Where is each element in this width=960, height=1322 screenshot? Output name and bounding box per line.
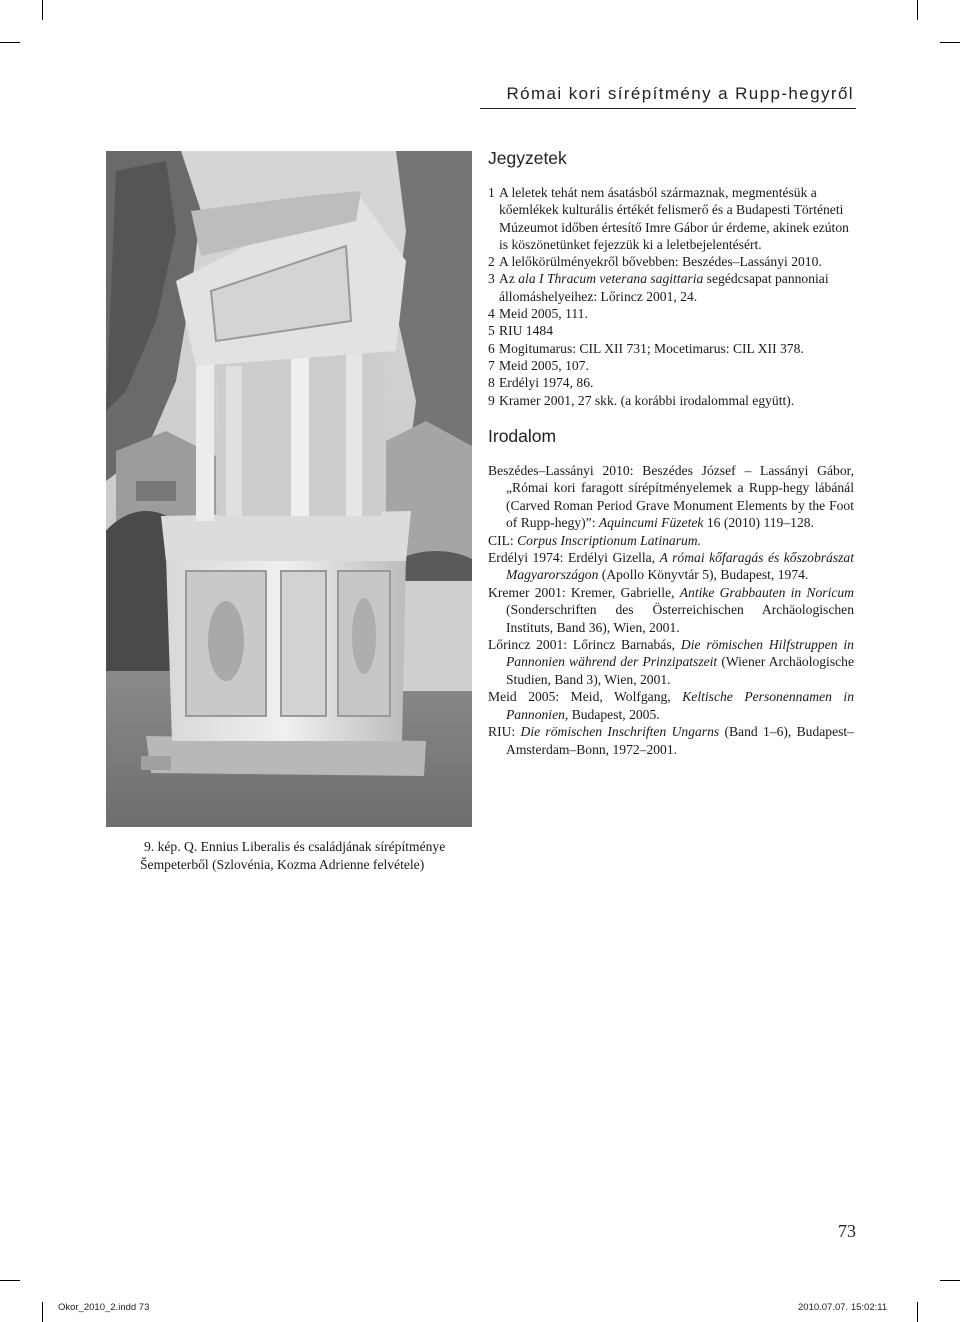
crop-mark — [42, 1302, 43, 1322]
note-item: 8 Erdélyi 1974, 86. — [488, 375, 594, 391]
notes-list — [488, 184, 858, 409]
crop-mark — [0, 42, 20, 43]
reference-item: RIU: Die römischen Inschriften Ungarns (Band 1–6), Budapest–Amsterdam–Bonn, 1972–2001. — [488, 724, 854, 757]
running-head-title: Római kori sírépítmény a Rupp-hegyről — [506, 84, 854, 103]
caption-line-2: Šempeterből (Szlovénia, Kozma Adrienne felvétele) — [140, 857, 425, 872]
note-item: 2 A lelőkörülményekről bővebben: Beszédes–Lassányi 2010. — [488, 254, 822, 270]
photo-illustration — [106, 151, 472, 827]
footer-file-label: Okor_2010_2.indd 73 — [58, 1302, 150, 1313]
crop-mark — [42, 0, 43, 20]
note-item: 9 Kramer 2001, 27 skk. (a korábbi irodalommal együtt). — [488, 392, 795, 408]
running-head — [480, 86, 856, 109]
tomb-monument-photo — [106, 151, 472, 827]
crop-mark — [0, 1280, 20, 1281]
note-item: 1 A leletek tehát nem ásatásból származnak, megmentésük a kőemlékek kulturális értékét felismerő és a Budapesti Történeti Múzeumot időben értesítő Imre Gábor úr érdeme, akinek ezúton is köszönetünket fejezzük ki a leletbejelentésért. — [488, 185, 849, 252]
crop-mark — [940, 42, 960, 43]
note-item: 3 Az ala I Thracum veterana sagittaria segédcsapat pannoniai állomáshelyeihez: Lőrincz 2001, 24. — [488, 271, 829, 304]
crop-mark — [917, 0, 918, 20]
note-item: 7 Meid 2005, 107. — [488, 357, 589, 373]
literature-heading: Irodalom — [488, 426, 557, 446]
crop-mark — [940, 1280, 960, 1281]
photo-caption — [140, 838, 480, 874]
reference-item: Kremer 2001: Kremer, Gabrielle, Antike Grabbauten in Noricum (Sonderschriften des Österreichischen Archäologischen Instituts, Band 36), Wien, 2001. — [488, 584, 854, 635]
note-item: 4 Meid 2005, 111. — [488, 306, 588, 322]
note-item: 5 RIU 1484 — [488, 323, 553, 339]
reference-item: CIL: Corpus Inscriptionum Latinarum. — [488, 532, 701, 548]
note-item: 6 Mogitumarus: CIL XII 731; Mocetimarus: CIL XII 378. — [488, 340, 804, 356]
page-number: 73 — [838, 1221, 856, 1241]
footer-datetime: 2010.07.07. 15:02:11 — [798, 1302, 888, 1313]
caption-line-1: 9. kép. Q. Ennius Liberalis és családjának sírépítménye — [144, 839, 446, 854]
notes-heading: Jegyzetek — [488, 148, 567, 168]
crop-mark — [917, 1302, 918, 1322]
reference-item: Lőrincz 2001: Lőrincz Barnabás, Die römischen Hilfstruppen in Pannonien während der Prinzipatszeit (Wiener Archäologische Studien, Band 3), Wien, 2001. — [488, 637, 854, 687]
reference-item: Beszédes–Lassányi 2010: Beszédes József – Lassányi Gábor, „Római kori faragott sírépítményelemek a Rupp-hegy lábánál (Carved Roman Period Grave Monument Elements by the Foot of Rupp-hegy)”: Aquincumi Füzetek 16 (2010) 119–128. — [488, 463, 854, 531]
literature-list — [488, 462, 854, 758]
reference-item: Meid 2005: Meid, Wolfgang, Keltische Personennamen in Pannonien, Budapest, 2005. — [488, 689, 855, 722]
reference-item: Erdélyi 1974: Erdélyi Gizella, A római kőfaragás és kőszobrászat Magyarországon (Apollo Könyvtár 5), Budapest, 1974. — [488, 550, 854, 583]
